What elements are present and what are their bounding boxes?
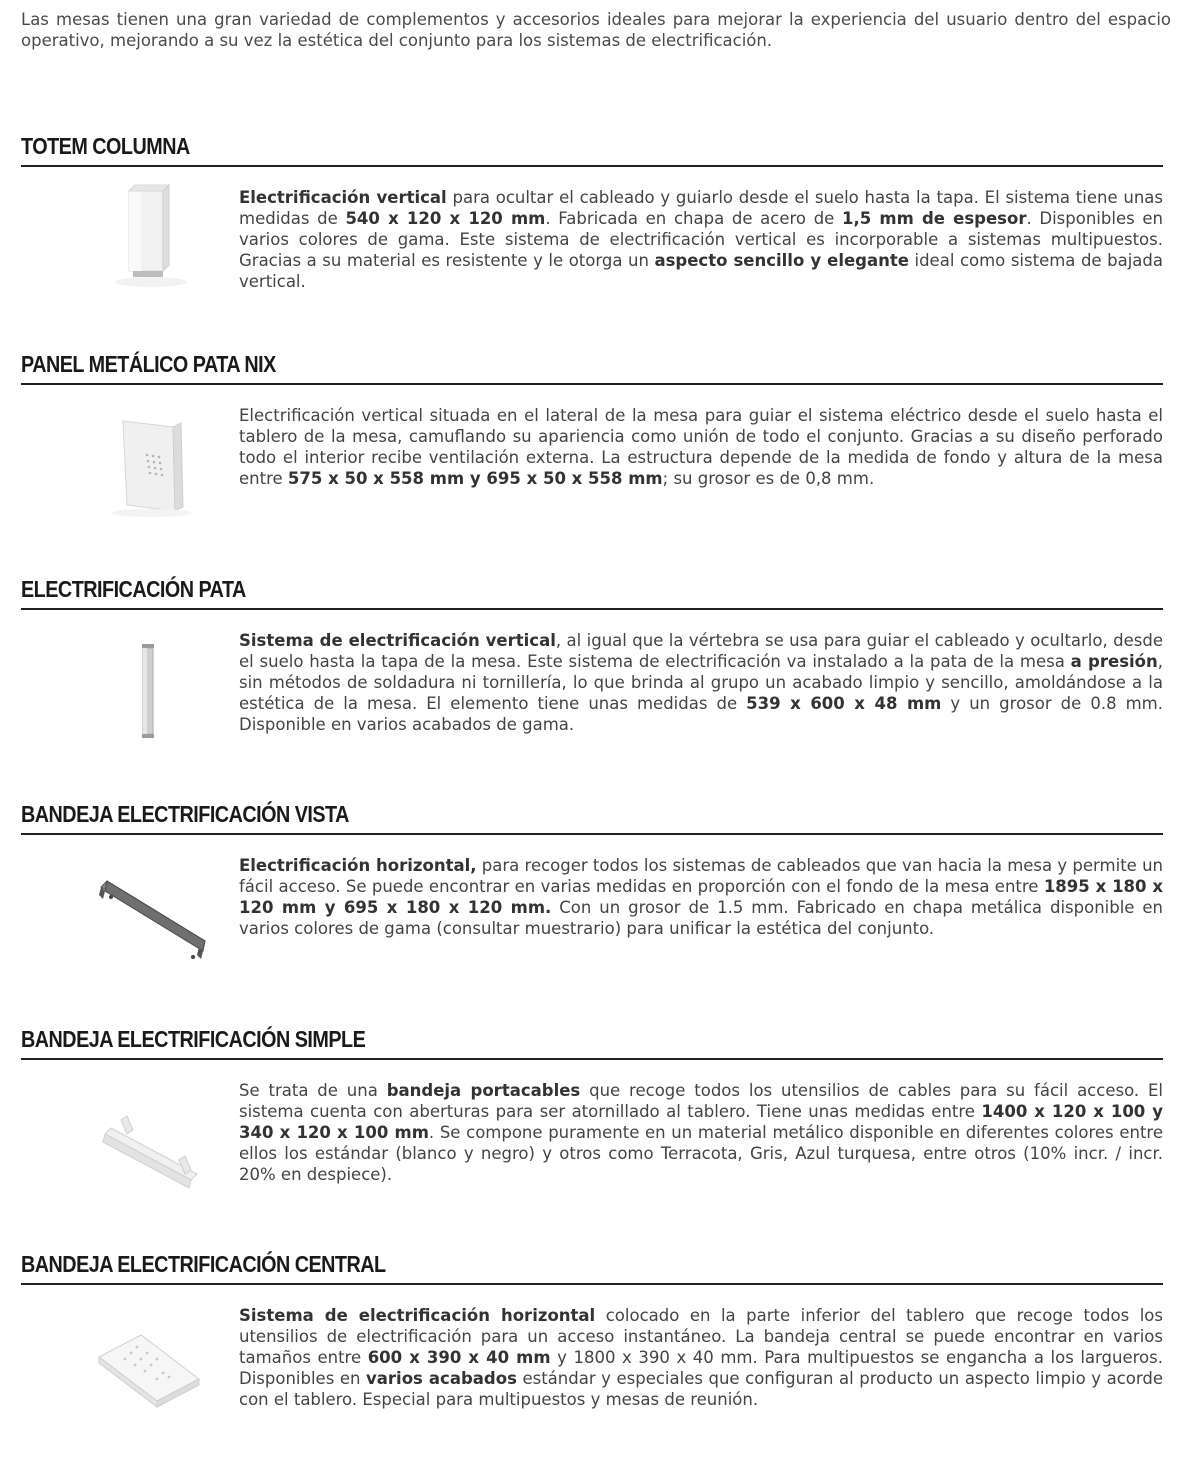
highlight-text: aspecto sencillo y elegante <box>654 251 909 270</box>
section-description <box>239 1080 1163 1185</box>
section-electrificacion-pata <box>21 570 1163 750</box>
section-title: PANEL METÁLICO PATA NIX <box>21 351 276 377</box>
perforated-panel-image <box>51 397 211 517</box>
description-text: . Disponibles en varios colores de gama. Este sistema de electrificación vertical es incorporable a sistemas multipuestos. Gracias a su material es resistente y le otorga un <box>239 209 1163 270</box>
description-text: para recoger todos los sistemas de cableados que van hacia la mesa y permite un fácil acceso. Se puede encontrar en varias medidas en proporción con el fondo de la mesa entre <box>239 856 1163 896</box>
highlight-text: Electrificación horizontal, <box>239 856 477 875</box>
section-bandeja-vista <box>21 795 1163 975</box>
description-text: . Fabricada en chapa de acero de <box>545 209 842 228</box>
description-text: , al igual que la vértebra se usa para guiar el cableado y ocultarlo, desde el suelo hasta la tapa de la mesa. Este sistema de electrificación va instalado a la pata de la mesa <box>239 631 1163 671</box>
description-text: y 1800 x 390 x 40 mm. Para multipuestos se engancha a los largueros. Disponibles en <box>239 1348 1163 1388</box>
section-description <box>239 630 1163 735</box>
intro-paragraph: Las mesas tienen una gran variedad de complementos y accesorios ideales para mejorar la experiencia del usuario dentro del espacio operativo, mejorando a su vez la estética del conjunto para los sistemas de electrificación. <box>21 10 1171 50</box>
description-text: . Se compone puramente en un material metálico disponible en diferentes colores entre ellos los estándar (blanco y negro) y otros como Terracota, Gris, Azul turquesa, entre otros (10% incr. / incr. 20% en despiece). <box>239 1123 1163 1184</box>
section-title: ELECTRIFICACIÓN PATA <box>21 576 246 602</box>
section-title: BANDEJA ELECTRIFICACIÓN SIMPLE <box>21 1026 366 1052</box>
section-panel-metalico <box>21 345 1163 525</box>
simple-cable-tray-image <box>51 1072 211 1192</box>
description-text: Con un grosor de 1.5 mm. Fabricado en chapa metálica disponible en varios colores de gama (consultar muestrario) para unificar la estética del conjunto. <box>239 898 1163 938</box>
description-text: Se trata de una <box>239 1081 387 1100</box>
section-title: BANDEJA ELECTRIFICACIÓN VISTA <box>21 801 349 827</box>
section-title: BANDEJA ELECTRIFICACIÓN CENTRAL <box>21 1251 386 1277</box>
description-text: ideal como sistema de bajada vertical. <box>239 251 1163 291</box>
description-text: que recoge todos los utensilios de cables para su fácil acceso. El sistema cuenta con aberturas para ser atornillado al tablero. Tiene unas medidas entre <box>239 1081 1163 1121</box>
highlight-text: a presión <box>1070 652 1158 671</box>
description-text: colocado en la parte inferior del tablero que recoge todos los utensilios de electrificación para un acceso instantáneo. La bandeja central se puede encontrar en varios tamaños entre <box>239 1306 1163 1367</box>
highlight-text: varios acabados <box>366 1369 517 1388</box>
section-bandeja-central <box>21 1245 1163 1425</box>
highlight-text: 539 x 600 x 48 mm <box>746 694 942 713</box>
highlight-text: 575 x 50 x 558 mm y 695 x 50 x 558 mm <box>287 469 663 488</box>
description-text: , sin métodos de soldadura ni tornillería, lo que brinda al grupo un acabado limpio y sencillo, amoldándose a la estética de la mesa. El elemento tiene unas medidas de <box>239 652 1164 713</box>
description-text: para ocultar el cableado y guiarlo desde el suelo hasta la tapa. El sistema tiene unas medidas de <box>239 188 1164 228</box>
highlight-text: Sistema de electrificación horizontal <box>239 1306 596 1325</box>
highlight-text: Sistema de electrificación vertical <box>239 631 556 650</box>
highlight-text: 1,5 mm de espesor <box>842 209 1027 228</box>
highlight-text: bandeja portacables <box>386 1081 581 1100</box>
section-description <box>239 187 1163 292</box>
description-text: y un grosor de 0.8 mm. Disponible en varios acabados de gama. <box>239 694 1164 734</box>
highlight-text: 600 x 390 x 40 mm <box>367 1348 551 1367</box>
highlight-text: Electrificación vertical <box>239 188 447 207</box>
section-description <box>239 405 1163 489</box>
central-cable-tray-image <box>51 1297 211 1417</box>
section-bandeja-simple <box>21 1020 1163 1200</box>
description-text: ; su grosor es de 0,8 mm. <box>662 469 875 488</box>
section-title: TOTEM COLUMNA <box>21 133 190 159</box>
section-totem-columna <box>21 127 1163 307</box>
totem-column-image <box>51 179 211 299</box>
visible-cable-tray-image <box>51 847 211 967</box>
highlight-text: 540 x 120 x 120 mm <box>345 209 546 228</box>
highlight-text: 1400 x 120 x 100 y 340 x 120 x 100 mm <box>239 1102 1163 1142</box>
highlight-text: 1895 x 180 x 120 mm y 695 x 180 x 120 mm. <box>239 877 1163 917</box>
description-text: Electrificación vertical situada en el lateral de la mesa para guiar el sistema eléctrico desde el suelo hasta el tablero de la mesa, camuflando su apariencia como unión de todo el conjunto. Gracias a su diseño perforado todo el interior recibe ventilación externa. La estructura depende de la medida de fondo y altura de la mesa entre <box>239 406 1163 488</box>
section-description <box>239 1305 1163 1410</box>
leg-electrification-image <box>51 622 211 742</box>
description-text: estándar y especiales que configuran al producto un aspecto limpio y acorde con el tablero. Especial para multipuestos y mesas de reunión. <box>239 1369 1164 1409</box>
section-description <box>239 855 1163 939</box>
